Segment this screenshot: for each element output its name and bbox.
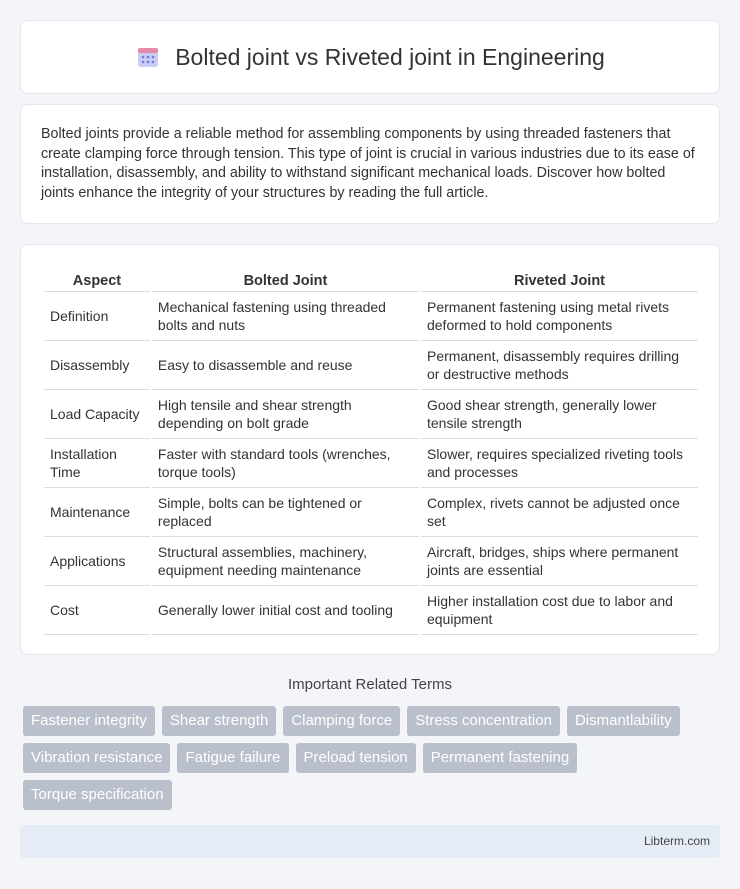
table-row: [44, 389, 698, 438]
cell-riveted: Higher installation cost due to labor and equipment: [421, 585, 698, 635]
footer-site-link[interactable]: Libterm.com: [643, 834, 710, 848]
calendar-grid-icon: [135, 44, 161, 70]
cell-bolted: Generally lower initial cost and tooling: [152, 585, 419, 635]
tag-vibration-resistance[interactable]: Vibration resistance: [23, 743, 170, 773]
table-row: [44, 291, 698, 340]
cell-bolted: Structural assemblies, machinery, equipment needing maintenance: [152, 536, 419, 585]
table-row: [44, 585, 698, 635]
cell-riveted: Permanent fastening using metal rivets deformed to hold components: [421, 291, 698, 340]
tag-clamping-force[interactable]: Clamping force: [283, 706, 400, 736]
intro-card: [20, 104, 720, 224]
cell-aspect: Maintenance: [44, 487, 150, 536]
comparison-table-card: [20, 244, 720, 655]
cell-riveted: Aircraft, bridges, ships where permanent joints are essential: [421, 536, 698, 585]
table-row: [44, 536, 698, 585]
cell-bolted: Mechanical fastening using threaded bolts and nuts: [152, 291, 419, 340]
intro-text: Bolted joints provide a reliable method for assembling components by using threaded fasteners that create clamping force through tension. This type of joint is crucial in various industries due to its ease of installation, disassembly, and ability to withstand significant mechanical loads. Discover how bolted joints enhance the integrity of your structures by reading the full article.: [41, 126, 695, 201]
footer: [20, 825, 720, 858]
title-card: [20, 20, 720, 94]
cell-aspect: Cost: [44, 585, 150, 635]
header-riveted: Riveted Joint: [513, 273, 606, 289]
cell-aspect: Disassembly: [44, 340, 150, 389]
cell-aspect: Definition: [44, 291, 150, 340]
related-terms-tags: [23, 706, 723, 810]
table-row: [44, 487, 698, 536]
tag-permanent-fastening[interactable]: Permanent fastening: [423, 743, 577, 773]
tag-fatigue-failure[interactable]: Fatigue failure: [177, 743, 288, 773]
header-bolted: Bolted Joint: [243, 273, 328, 289]
tag-stress-concentration[interactable]: Stress concentration: [407, 706, 560, 736]
cell-aspect: Load Capacity: [44, 389, 150, 438]
cell-bolted: Simple, bolts can be tightened or replaced: [152, 487, 419, 536]
table-row: [44, 438, 698, 487]
tag-preload-tension[interactable]: Preload tension: [296, 743, 416, 773]
tag-shear-strength[interactable]: Shear strength: [162, 706, 276, 736]
header-aspect: Aspect: [72, 273, 122, 289]
cell-bolted: Faster with standard tools (wrenches, torque tools): [152, 438, 419, 487]
cell-riveted: Complex, rivets cannot be adjusted once set: [421, 487, 698, 536]
cell-riveted: Permanent, disassembly requires drilling or destructive methods: [421, 340, 698, 389]
tag-torque-specification[interactable]: Torque specification: [23, 780, 172, 810]
tag-dismantlability[interactable]: Dismantlability: [567, 706, 680, 736]
cell-aspect: Installation Time: [44, 438, 150, 487]
cell-riveted: Slower, requires specialized riveting tools and processes: [421, 438, 698, 487]
cell-bolted: High tensile and shear strength depending on bolt grade: [152, 389, 419, 438]
related-terms-title: Important Related Terms: [288, 676, 452, 693]
cell-riveted: Good shear strength, generally lower tensile strength: [421, 389, 698, 438]
cell-bolted: Easy to disassemble and reuse: [152, 340, 419, 389]
tag-fastener-integrity[interactable]: Fastener integrity: [23, 706, 155, 736]
cell-aspect: Applications: [44, 536, 150, 585]
table-header-row: [44, 265, 698, 291]
page-title: Bolted joint vs Riveted joint in Engineering: [175, 43, 605, 70]
comparison-table: [42, 265, 700, 635]
table-row: [44, 340, 698, 389]
